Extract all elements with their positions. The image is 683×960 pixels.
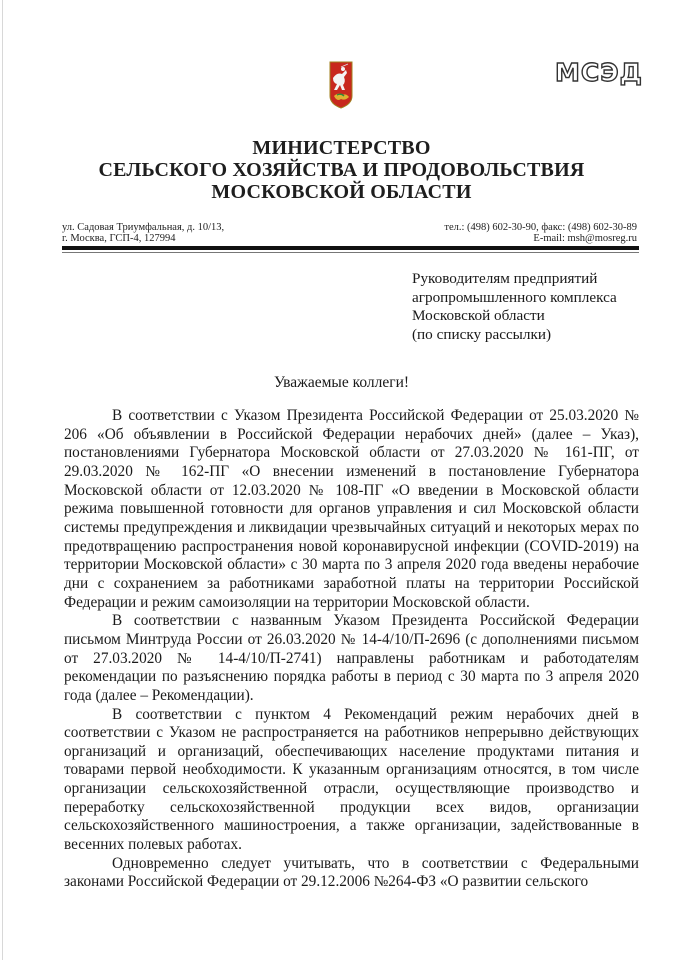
addressee-line: агропромышленного комплекса bbox=[412, 288, 617, 306]
ministry-title-line: СЕЛЬСКОГО ХОЗЯЙСТВА И ПРОДОВОЛЬСТВИЯ bbox=[98, 159, 585, 181]
addressee-line: (по списку рассылки) bbox=[412, 325, 552, 343]
email-line: E-mail: msh@mosreg.ru bbox=[533, 233, 637, 244]
phone-fax-line: тел.: (498) 602-30-90, факс: (498) 602-30-89 bbox=[444, 222, 637, 233]
letter-body bbox=[64, 407, 639, 892]
contact-info bbox=[444, 222, 637, 244]
coat-of-arms-icon bbox=[329, 60, 353, 110]
body-paragraph: В соответствии с пунктом 4 Рекомендаций режим нерабочих дней в соответствии с Указом не распространяется на работников непрерывно действующих организаций и организаций, обеспечивающих население продуктами питания и товарами первой необходимости. К указанным организациям относятся, в том числе организации сельскохозяйственной отрасли, осуществляющие производство и переработку сельскохозяйственной продукции всех видов, организации сельскохозяйственного машиностроения, а также организации, задействованные в весенних полевых работах. bbox=[64, 705, 639, 854]
body-paragraph: В соответствии с названным Указом Президента Российской Федерации письмом Минтруда России от 26.03.2020 № 14-4/10/П-2696 (с дополнениями письмом от 27.03.2020 № 14-4/10/П-2741) направлены работникам и работодателям рекомендации по разъяснению порядка работы в период с 30 марта по 3 апреля 2020 года (далее – Рекомендации). bbox=[64, 612, 639, 704]
body-paragraph: Одновременно следует учитывать, что в соответствии с Федеральными законами Российской Федерации от 29.12.2006 №264-ФЗ «О развитии сельского bbox=[64, 854, 639, 891]
addressee-line: Руководителям предприятий bbox=[412, 270, 598, 287]
address-line: г. Москва, ГСП-4, 127994 bbox=[62, 233, 176, 244]
ministry-title-line: МОСКОВСКОЙ ОБЛАСТИ bbox=[211, 181, 472, 203]
msed-stamp: МСЭД bbox=[555, 58, 643, 87]
body-paragraph: В соответствии с Указом Президента Российской Федерации от 25.03.2020 № 206 «Об объявлении в Российской Федерации нерабочих дней» (далее – Указ), постановлениями Губернатора Московской области от 27.03.2020 № 161-ПГ, от 29.03.2020 № 162-ПГ «О внесении изменений в постановление Губернатора Московской области от 12.03.2020 № 108-ПГ «О введении в Московской области режима повышенной готовности для органов управления и сил Московской области системы предупреждения и ликвидации чрезвычайных ситуаций и некоторых мерах по предотвращению распространения новой коронавирусной инфекции (COVID-2019) на территории Московской области» с 30 марта по 3 апреля 2020 года введены нерабочие дни с сохранением за работниками заработной платы на территории Российской Федерации и режим самоизоляции на территории Московской области. bbox=[64, 407, 639, 611]
addressee-line: Московской области bbox=[412, 307, 545, 324]
ministry-title bbox=[0, 137, 683, 203]
header-rule-thick bbox=[62, 246, 639, 250]
address-line: ул. Садовая Триумфальная, д. 10/13, bbox=[62, 222, 225, 233]
greeting: Уважаемые коллеги! bbox=[273, 374, 410, 391]
header-rule-thin bbox=[62, 252, 639, 253]
postal-address bbox=[62, 222, 224, 244]
ministry-title-line: МИНИСТЕРСТВО bbox=[252, 137, 431, 159]
addressee-block bbox=[412, 270, 617, 344]
